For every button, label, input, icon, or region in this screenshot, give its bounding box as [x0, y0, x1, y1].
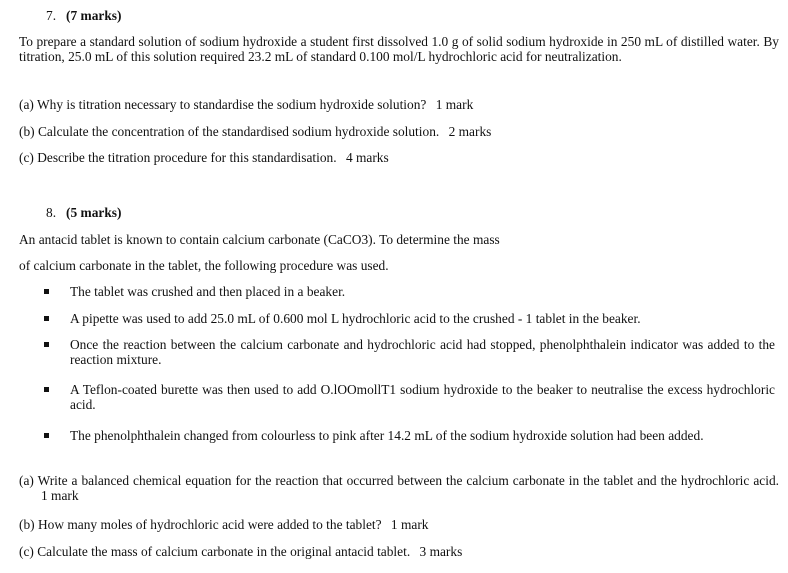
- q8-part-b-text: How many moles of hydrochloric acid were added to the tablet?: [37, 517, 382, 532]
- q7-heading: [46, 8, 121, 23]
- q8-part-a-marks: 1 mark: [41, 488, 79, 503]
- bullet-icon: [44, 316, 49, 321]
- q7-part-b-text: Calculate the concentration of the standardised sodium hydroxide solution.: [37, 124, 440, 139]
- q8-part-c: [19, 544, 779, 559]
- q7-part-c-text: Describe the titration procedure for this standardisation.: [37, 150, 337, 165]
- q7-part-b-label: (b): [19, 124, 35, 139]
- q8-step-2-text: A pipette was used to add 25.0 mL of 0.600 mol L hydrochloric acid to the crushed - 1 tablet in the beaker.: [70, 311, 641, 326]
- q8-part-c-marks: 3 marks: [419, 544, 463, 559]
- q8-intro-line-1: An antacid tablet is known to contain calcium carbonate (CaCO3). To determine the mass: [19, 232, 500, 247]
- q8-intro-line-2: of calcium carbonate in the tablet, the following procedure was used.: [19, 258, 389, 273]
- q7-part-c-label: (c): [19, 150, 34, 165]
- q8-heading: [46, 205, 121, 220]
- q7-part-a-label: (a): [19, 97, 34, 112]
- bullet-icon: [44, 387, 49, 392]
- q8-part-b-marks: 1 mark: [390, 517, 429, 532]
- q8-step-1-text: The tablet was crushed and then placed in a beaker.: [70, 284, 346, 299]
- bullet-icon: [44, 433, 49, 438]
- q7-intro: To prepare a standard solution of sodium hydroxide a student first dissolved 1.0 g of solid sodium hydroxide in 250 mL of distilled water. By titration, 25.0 mL of this solution required 23.2 mL of standard 0.100 mol/L hydrochloric acid for neutralization.: [19, 34, 779, 64]
- q8-part-c-label: (c): [19, 544, 34, 559]
- bullet-icon: [44, 289, 49, 294]
- q8-part-a: [19, 473, 779, 503]
- bullet-icon: [44, 342, 49, 347]
- q7-number: 7.: [46, 8, 57, 23]
- q8-marks: (5 marks): [66, 205, 122, 220]
- q8-number: 8.: [46, 205, 57, 220]
- q8-part-b-label: (b): [19, 517, 35, 532]
- q8-step-3-text: Once the reaction between the calcium carbonate and hydrochloric acid had stopped, phenolphthalein indicator was added to the reaction mixture.: [70, 337, 775, 367]
- q7-part-a-marks: 1 mark: [435, 97, 474, 112]
- q7-marks: (7 marks): [66, 8, 122, 23]
- q7-part-c-marks: 4 marks: [345, 150, 389, 165]
- q8-step-5-text: The phenolphthalein changed from colourless to pink after 14.2 mL of the sodium hydroxide solution had been added.: [70, 428, 704, 443]
- q7-part-c: [19, 150, 779, 165]
- q7-part-a: [19, 97, 779, 112]
- q7-part-a-text: Why is titration necessary to standardise the sodium hydroxide solution?: [36, 97, 427, 112]
- q8-part-a-text: Write a balanced chemical equation for the reaction that occurred between the calcium carbonate in the tablet and the hydrochloric acid.: [37, 473, 779, 488]
- q8-part-b: [19, 517, 779, 532]
- q7-part-b: [19, 124, 779, 139]
- q8-part-c-text: Calculate the mass of calcium carbonate in the original antacid tablet.: [37, 544, 411, 559]
- q8-part-a-label: (a): [19, 473, 34, 488]
- q8-step-4-text: A Teflon-coated burette was then used to add O.lOOmollT1 sodium hydroxide to the beaker to neutralise the excess hydrochloric acid.: [70, 382, 775, 412]
- q7-part-b-marks: 2 marks: [448, 124, 492, 139]
